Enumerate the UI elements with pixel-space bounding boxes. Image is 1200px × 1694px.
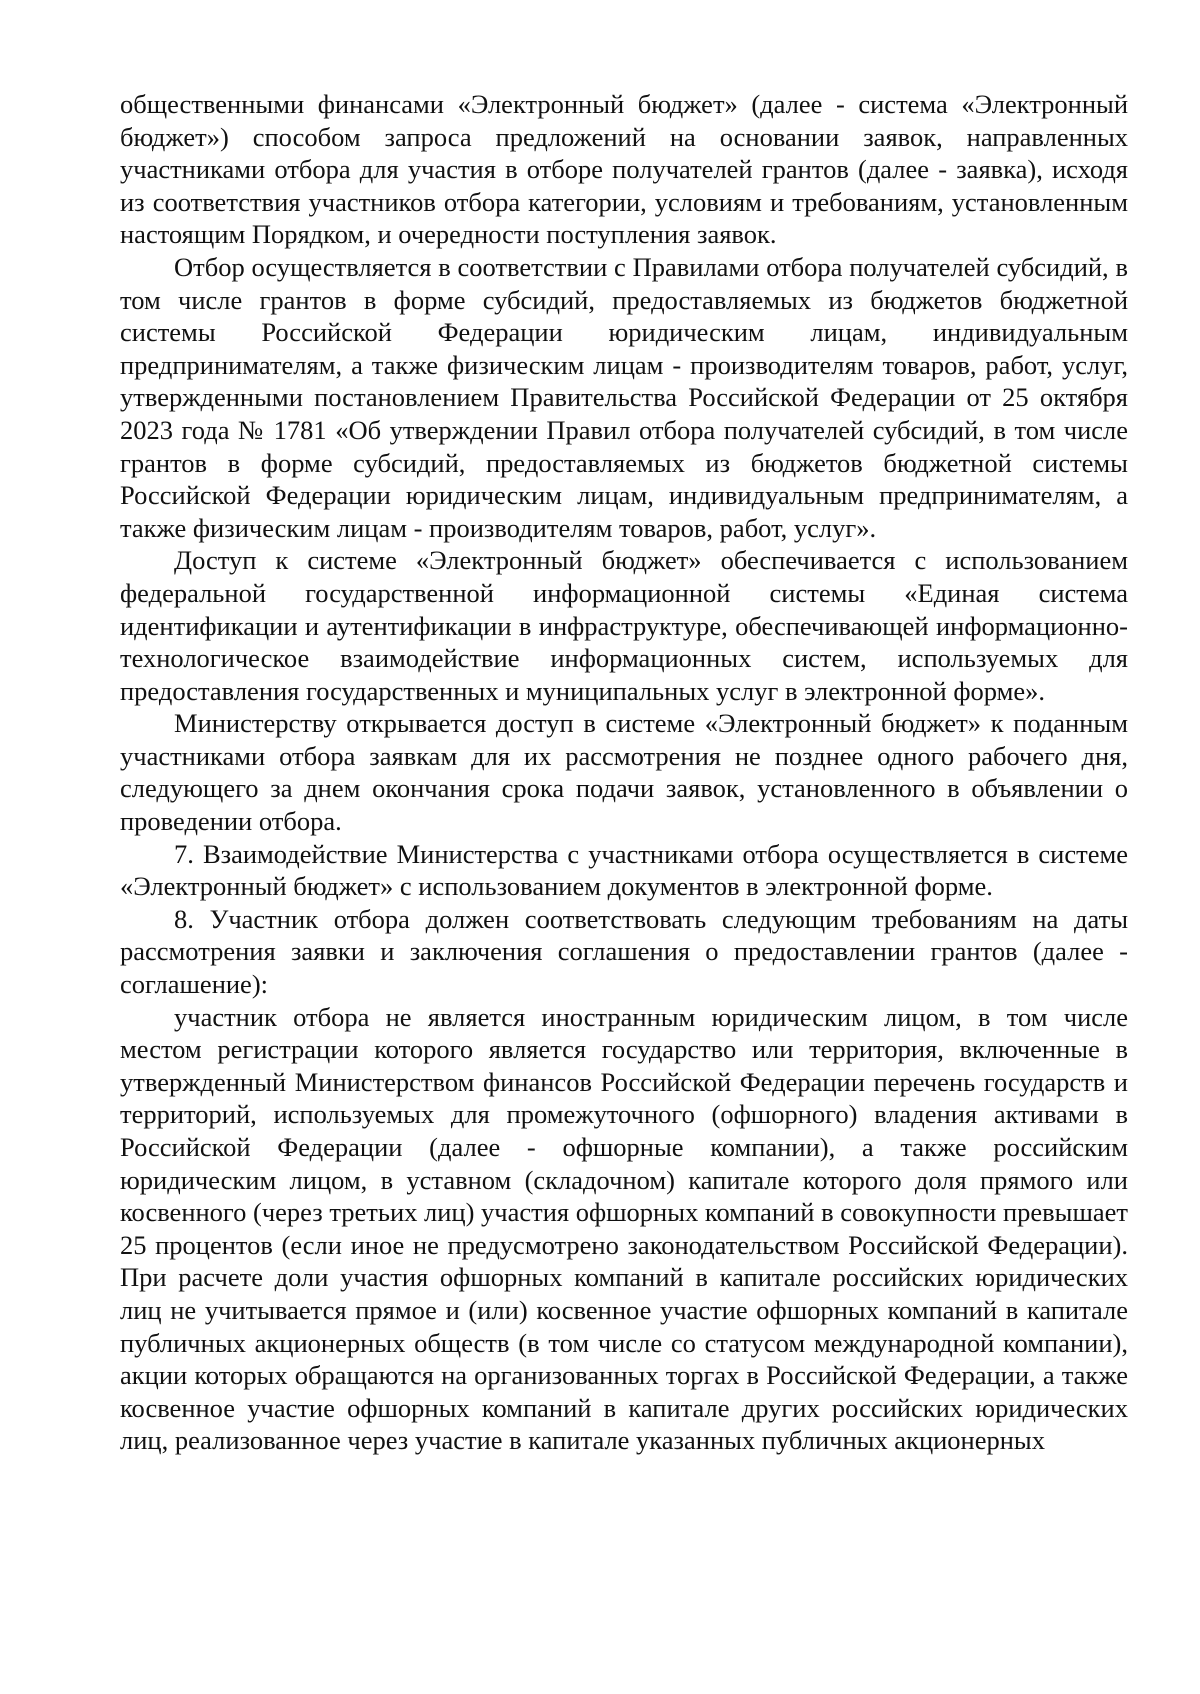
paragraph-item-8: 8. Участник отбора должен соответствовать следующим требованиям на даты рассмотрения заявки и заключения соглашения о предоставлении грантов (далее - соглашение):	[120, 903, 1128, 1000]
paragraph-requirement-offshore: участник отбора не является иностранным юридическим лицом, в том числе местом регистрации которого является государство или территория, включенные в утвержденный Министерством финансов Российской Федерации перечень государств и территорий, используемых для промежуточного (офшорного) владения активами в Российской Федерации (далее - офшорные компании), а также российским юридическим лицом, в уставном (складочном) капитале которого доля прямого или косвенного (через третьих лиц) участия офшорных компаний в совокупности превышает 25 процентов (если иное не предусмотрено законодательством Российской Федерации). При расчете доли участия офшорных компаний в капитале российских юридических лиц не учитывается прямое и (или) косвенное участие офшорных компаний в капитале публичных акционерных обществ (в том числе со статусом международной компании), акции которых обращаются на организованных торгах в Российской Федерации, а также косвенное участие офшорных компаний в капитале других российских юридических лиц, реализованное через участие в капитале указанных публичных акционерных	[120, 1001, 1128, 1456]
paragraph-selection-rules: Отбор осуществляется в соответствии с Правилами отбора получателей субсидий, в том числе грантов в форме субсидий, предоставляемых из бюджетов бюджетной системы Российской Федерации юридическим лицам, индивидуальным предпринимателям, а также физическим лицам - производителям товаров, работ, услуг, утвержденными постановлением Правительства Российской Федерации от 25 октября 2023 года № 1781 «Об утверждении Правил отбора получателей субсидий, в том числе грантов в форме субсидий, предоставляемых из бюджетов бюджетной системы Российской Федерации юридическим лицам, индивидуальным предпринимателям, а также физическим лицам - производителям товаров, работ, услуг».	[120, 251, 1128, 543]
paragraph-ministry-access: Министерству открывается доступ в системе «Электронный бюджет» к поданным участниками отбора заявкам для их рассмотрения не позднее одного рабочего дня, следующего за днем окончания срока подачи заявок, установленного в объявлении о проведении отбора.	[120, 708, 1128, 837]
paragraph-continuation: общественными финансами «Электронный бюджет» (далее - система «Электронный бюджет») способом запроса предложений на основании заявок, направленных участниками отбора для участия в отборе получателей грантов (далее - заявка), исходя из соответствия участников отбора категории, условиям и требованиям, установленным настоящим Порядком, и очередности поступления заявок.	[120, 89, 1128, 250]
paragraph-system-access: Доступ к системе «Электронный бюджет» обеспечивается с использованием федеральной государственной информационной системы «Единая система идентификации и аутентификации в инфраструктуре, обеспечивающей информационно-технологическое взаимодействие информационных систем, используемых для предоставления государственных и муниципальных услуг в электронной форме».	[120, 545, 1128, 706]
document-page	[120, 88, 1128, 1457]
paragraph-item-7: 7. Взаимодействие Министерства с участниками отбора осуществляется в системе «Электронный бюджет» с использованием документов в электронной форме.	[120, 838, 1128, 902]
